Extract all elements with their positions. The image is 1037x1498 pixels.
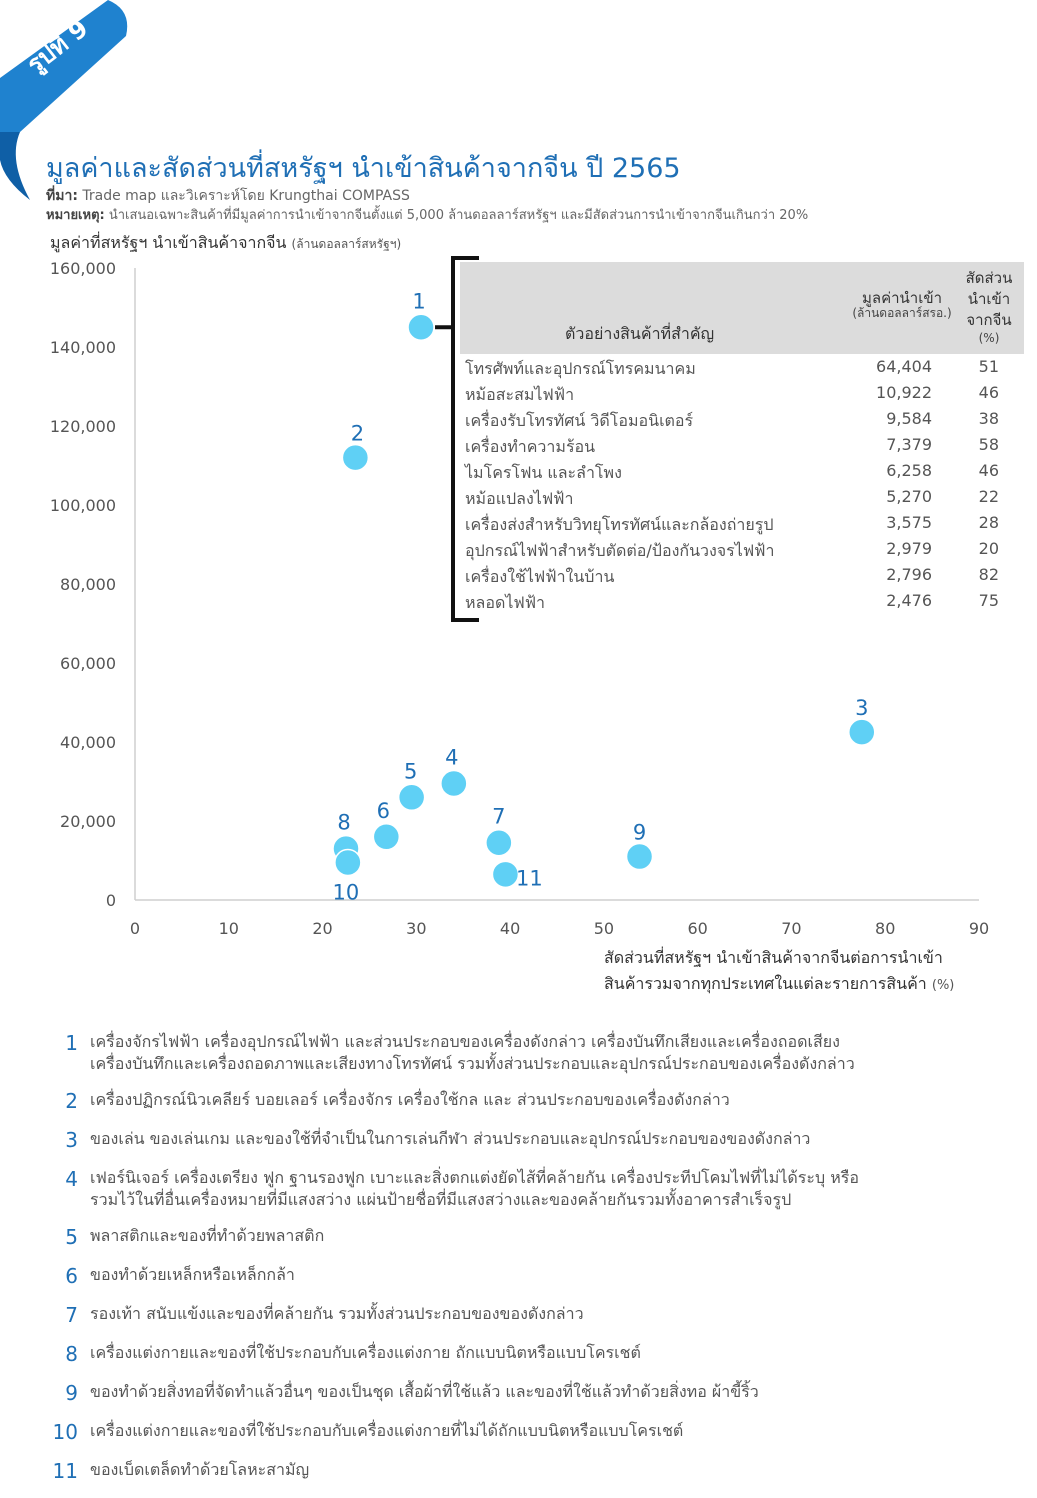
legend-number: 1 bbox=[65, 1031, 78, 1055]
legend-item bbox=[48, 1025, 1018, 1083]
table-cell-name: เครื่องทำความร้อน bbox=[465, 437, 596, 456]
x-tick-label: 70 bbox=[781, 919, 802, 938]
y-axis-unit: (ล้านดอลลาร์สหรัฐฯ) bbox=[291, 237, 402, 251]
table-cell-pct: 51 bbox=[978, 357, 999, 376]
note-text: นำเสนอเฉพาะสินค้าที่มีมูลค่าการนำเข้าจากจีนตั้งแต่ 5,000 ล้านดอลลาร์สหรัฐฯ และมีสัดส่วนการนำเข้าจากจีนเกินกว่า 20% bbox=[108, 208, 809, 223]
table-cell-name: หม้อสะสมไฟฟ้า bbox=[465, 385, 575, 404]
table-cell-pct: 38 bbox=[978, 409, 999, 428]
table-row bbox=[460, 536, 1024, 562]
legend-item bbox=[48, 1161, 1018, 1219]
table-cell-name: หม้อแปลงไฟฟ้า bbox=[465, 489, 574, 508]
legend-text: เครื่องแต่งกายและของที่ใช้ประกอบกับเครื่องแต่งกาย ถักแบบนิตหรือแบบโครเชต์ bbox=[90, 1343, 641, 1362]
table-header-pct-line3: จากจีน bbox=[966, 311, 1012, 329]
table-cell-name: ไมโครโฟน และลำโพง bbox=[465, 463, 622, 482]
table-header-value bbox=[852, 290, 952, 320]
table-cell-value: 9,584 bbox=[886, 409, 932, 428]
table-header-pct-line2: นำเข้า bbox=[967, 290, 1011, 308]
y-tick-label: 20,000 bbox=[60, 812, 116, 831]
table-cell-name: เครื่องส่งสำหรับวิทยุโทรทัศน์และกล้องถ่ายรูป bbox=[465, 515, 774, 534]
data-point bbox=[335, 849, 361, 875]
table-cell-value: 5,270 bbox=[886, 487, 932, 506]
data-point bbox=[627, 844, 653, 870]
x-tick-label: 90 bbox=[968, 919, 990, 938]
legend-item bbox=[48, 1258, 1018, 1297]
legend-text: ของเล่น ของเล่นเกม และของใช้ที่จำเป็นในการเล่นกีฬา ส่วนประกอบและอุปกรณ์ประกอบของของดังกล่าว bbox=[90, 1129, 811, 1148]
table-cell-value: 3,575 bbox=[886, 513, 932, 532]
table-row bbox=[460, 458, 1024, 484]
legend-text bbox=[90, 1031, 1010, 1075]
data-point-label: 1 bbox=[412, 289, 426, 314]
x-tick-label: 20 bbox=[312, 919, 333, 938]
legend-text-line2: รวมไว้ในที่อื่นเครื่องหมายที่มีแสงสว่าง แผ่นป้ายชื่อที่มีแสงสว่างและของคล้ายกันรวมทั้งอาคารสำเร็จรูป bbox=[90, 1190, 792, 1209]
table-header-name: ตัวอย่างสินค้าที่สำคัญ bbox=[565, 324, 715, 343]
table-cell-pct: 82 bbox=[978, 565, 999, 584]
legend-text: ของทำด้วยสิ่งทอที่จัดทำแล้วอื่นๆ ของเป็นชุด เสื้อผ้าที่ใช้แล้ว และของที่ใช้แล้วทำด้วยสิ่งทอ ผ้าขี้ริ้ว bbox=[90, 1382, 759, 1401]
data-point-label: 5 bbox=[403, 759, 418, 784]
y-tick-label: 60,000 bbox=[60, 654, 116, 673]
table-cell-pct: 22 bbox=[978, 487, 999, 506]
x-tick-label: 50 bbox=[593, 919, 615, 938]
table-header-pct-line1: สัดส่วน bbox=[965, 269, 1013, 287]
y-tick-label: 160,000 bbox=[49, 259, 116, 278]
legend-item bbox=[48, 1297, 1018, 1336]
legend-text: เครื่องปฏิกรณ์นิวเคลียร์ บอยเลอร์ เครื่องจักร เครื่องใช้กล และ ส่วนประกอบของเครื่องดังกล่าว bbox=[90, 1090, 730, 1109]
table-header-pct-unit: (%) bbox=[978, 331, 1000, 345]
table-header-pct bbox=[954, 268, 1024, 345]
legend-number: 11 bbox=[52, 1459, 78, 1483]
y-axis-title: มูลค่าที่สหรัฐฯ นำเข้าสินค้าจากจีน bbox=[50, 233, 287, 252]
y-tick-label: 120,000 bbox=[49, 417, 116, 436]
product-table bbox=[460, 262, 1024, 614]
table-cell-name: หลอดไฟฟ้า bbox=[465, 593, 546, 612]
legend-text bbox=[90, 1167, 1010, 1211]
x-tick-label: 40 bbox=[499, 919, 521, 938]
category-legend bbox=[48, 1025, 1018, 1492]
legend-item bbox=[48, 1219, 1018, 1258]
data-point bbox=[849, 719, 875, 745]
y-tick-label: 80,000 bbox=[60, 575, 116, 594]
legend-number: 7 bbox=[65, 1303, 78, 1327]
legend-number: 5 bbox=[65, 1225, 78, 1249]
table-cell-pct: 20 bbox=[978, 539, 999, 558]
legend-item bbox=[48, 1122, 1018, 1161]
x-tick-label: 10 bbox=[218, 919, 239, 938]
table-row bbox=[460, 406, 1024, 432]
table-cell-value: 10,922 bbox=[876, 383, 932, 402]
x-tick-label: 0 bbox=[129, 919, 141, 938]
chart-title: มูลค่าและสัดส่วนที่สหรัฐฯ นำเข้าสินค้าจากจีน ปี 2565 bbox=[46, 153, 681, 184]
legend-item bbox=[48, 1414, 1018, 1453]
x-axis-unit: (%) bbox=[931, 978, 955, 993]
table-cell-name: อุปกรณ์ไฟฟ้าสำหรับตัดต่อ/ป้องกันวงจรไฟฟ้า bbox=[465, 541, 775, 560]
table-header-value-unit: (ล้านดอลลาร์สรอ.) bbox=[852, 306, 952, 320]
table-row bbox=[460, 354, 1024, 380]
badge-label: รูปที่ 9 bbox=[21, 14, 94, 79]
data-point-label: 8 bbox=[337, 810, 351, 835]
data-point bbox=[399, 784, 425, 810]
legend-text: รองเท้า สนับแข้งและของที่คล้ายกัน รวมทั้งส่วนประกอบของของดังกล่าว bbox=[90, 1304, 584, 1323]
legend-item bbox=[48, 1375, 1018, 1414]
data-point-label: 4 bbox=[445, 745, 459, 770]
legend-number: 4 bbox=[65, 1167, 78, 1191]
data-point bbox=[492, 861, 518, 887]
table-cell-value: 2,979 bbox=[886, 539, 932, 558]
legend-item bbox=[48, 1453, 1018, 1492]
data-point bbox=[441, 770, 467, 796]
x-tick-label: 60 bbox=[687, 919, 708, 938]
table-cell-pct: 46 bbox=[978, 461, 999, 480]
table-row bbox=[460, 562, 1024, 588]
legend-text: พลาสติกและของที่ทำด้วยพลาสติก bbox=[90, 1226, 325, 1245]
x-axis-title-line1: สัดส่วนที่สหรัฐฯ นำเข้าสินค้าจากจีนต่อการนำเข้า bbox=[604, 948, 943, 967]
table-cell-pct: 75 bbox=[978, 591, 999, 610]
table-row bbox=[460, 432, 1024, 458]
legend-text-line1: เฟอร์นิเจอร์ เครื่องเตรียง ฟูก ฐานรองฟูก เบาะและสิ่งตกแต่งยัดไส้ที่คล้ายกัน เครื่องประทีปโคมไฟที่ไม่ได้ระบุ หรือ bbox=[90, 1168, 859, 1187]
table-row bbox=[460, 380, 1024, 406]
legend-text: เครื่องแต่งกายและของที่ใช้ประกอบกับเครื่องแต่งกายที่ไม่ได้ถักแบบนิตหรือแบบโครเชต์ bbox=[90, 1421, 684, 1440]
data-point-label: 2 bbox=[350, 421, 365, 446]
y-tick-label: 100,000 bbox=[49, 496, 116, 515]
table-cell-value: 64,404 bbox=[876, 357, 932, 376]
x-axis-title-line2: สินค้ารวมจากทุกประเทศในแต่ละรายการสินค้า bbox=[604, 974, 927, 993]
y-tick-label: 40,000 bbox=[60, 733, 116, 752]
legend-text: ของทำด้วยเหล็กหรือเหล็กกล้า bbox=[90, 1265, 295, 1284]
table-cell-pct: 28 bbox=[978, 513, 999, 532]
data-point-label: 11 bbox=[516, 866, 543, 891]
legend-text: ของเบ็ดเตล็ดทำด้วยโลหะสามัญ bbox=[90, 1460, 310, 1479]
legend-number: 10 bbox=[52, 1420, 78, 1444]
legend-text-line2: เครื่องบันทึกและเครื่องถอดภาพและเสียงทางโทรทัศน์ รวมทั้งส่วนประกอบและอุปกรณ์ประกอบของเครื่องดังกล่าว bbox=[90, 1054, 855, 1073]
legend-item bbox=[48, 1083, 1018, 1122]
table-row bbox=[460, 484, 1024, 510]
table-cell-value: 2,476 bbox=[886, 591, 932, 610]
table-cell-value: 6,258 bbox=[886, 461, 932, 480]
data-point bbox=[408, 314, 434, 340]
table-row bbox=[460, 510, 1024, 536]
table-header bbox=[460, 262, 1024, 354]
table-cell-pct: 46 bbox=[978, 383, 999, 402]
y-tick-label: 0 bbox=[105, 891, 116, 910]
source-text: Trade map และวิเคราะห์โดย Krungthai COMPASS bbox=[82, 188, 410, 204]
x-axis-label bbox=[604, 945, 954, 999]
legend-text-line1: เครื่องจักรไฟฟ้า เครื่องอุปกรณ์ไฟฟ้า และส่วนประกอบของเครื่องดังกล่าว เครื่องบันทึกเสียงและเครื่องถอดเสียง bbox=[90, 1032, 840, 1051]
legend-number: 3 bbox=[65, 1128, 78, 1152]
legend-number: 6 bbox=[65, 1264, 78, 1288]
table-cell-name: โทรศัพท์และอุปกรณ์โทรคมนาคม bbox=[465, 359, 696, 378]
legend-number: 9 bbox=[65, 1381, 78, 1405]
data-point bbox=[342, 445, 368, 471]
y-tick-label: 140,000 bbox=[49, 338, 116, 357]
data-point-label: 9 bbox=[632, 820, 647, 845]
legend-number: 2 bbox=[65, 1089, 78, 1113]
data-point-label: 7 bbox=[492, 804, 506, 829]
table-cell-value: 7,379 bbox=[886, 435, 932, 454]
legend-number: 8 bbox=[65, 1342, 78, 1366]
data-point bbox=[373, 824, 399, 850]
data-point bbox=[486, 830, 512, 856]
data-point-label: 6 bbox=[376, 798, 391, 823]
x-tick-label: 80 bbox=[875, 919, 896, 938]
table-cell-value: 2,796 bbox=[886, 565, 932, 584]
table-row bbox=[460, 588, 1024, 614]
note-line bbox=[46, 204, 808, 225]
source-label: ที่มา: bbox=[46, 188, 78, 204]
table-cell-name: เครื่องใช้ไฟฟ้าในบ้าน bbox=[465, 567, 615, 586]
table-cell-name: เครื่องรับโทรทัศน์ วิดีโอมอนิเตอร์ bbox=[465, 411, 694, 430]
table-header-value-title: มูลค่านำเข้า bbox=[861, 289, 943, 307]
note-label: หมายเหตุ: bbox=[46, 208, 105, 223]
legend-item bbox=[48, 1336, 1018, 1375]
data-point-label: 10 bbox=[332, 880, 360, 905]
x-tick-label: 30 bbox=[406, 919, 427, 938]
data-point-label: 3 bbox=[855, 696, 869, 721]
table-cell-pct: 58 bbox=[978, 435, 999, 454]
